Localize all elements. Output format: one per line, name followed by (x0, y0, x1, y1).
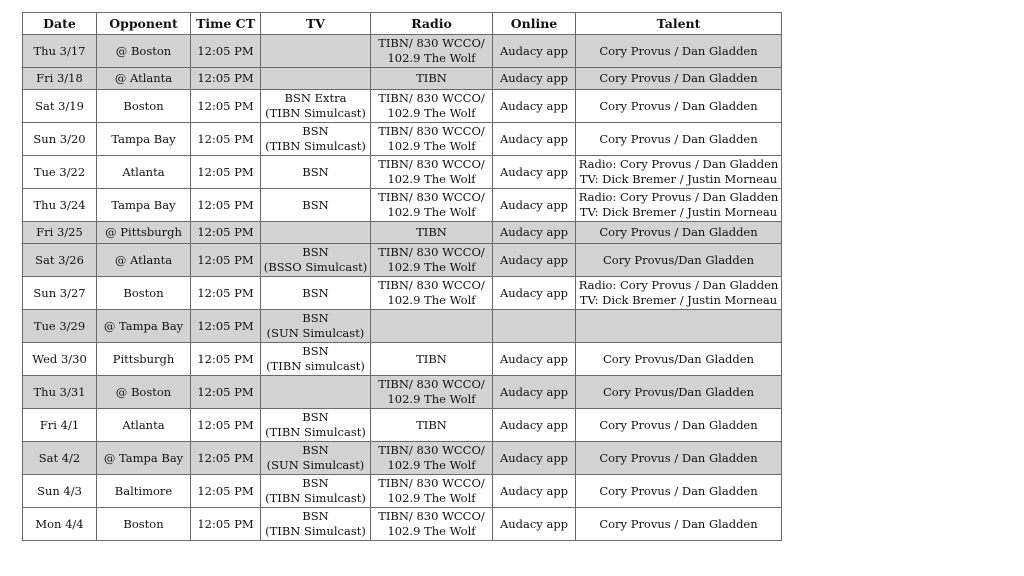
radio-cell-line: TIBN/ 830 WCCO/ (378, 91, 485, 105)
talent-cell (576, 68, 782, 90)
radio-cell-line: TIBN/ 830 WCCO/ (378, 443, 485, 457)
header-opponent: Opponent (97, 13, 191, 35)
opponent-cell: Baltimore (97, 475, 191, 508)
talent-cell (576, 222, 782, 244)
radio-cell-line: TIBN (416, 225, 447, 239)
tv-cell (261, 442, 371, 475)
tv-cell-line: BSN (302, 197, 329, 212)
table-row (23, 189, 782, 222)
radio-cell-line: TIBN/ 830 WCCO/ (378, 36, 485, 50)
opponent-cell: Atlanta (97, 409, 191, 442)
talent-cell (576, 277, 782, 310)
date-cell: Thu 3/17 (23, 35, 97, 68)
time-cell: 12:05 PM (191, 90, 261, 123)
date-cell: Tue 3/29 (23, 310, 97, 343)
talent-cell-line: Cory Provus/Dan Gladden (602, 384, 754, 399)
opponent-cell: Pittsburgh (97, 343, 191, 376)
time-cell: 12:05 PM (191, 376, 261, 409)
table-row (23, 475, 782, 508)
table-row (23, 68, 782, 90)
radio-cell-line: 102.9 The Wolf (387, 458, 476, 472)
tv-cell-line: (TIBN Simulcast) (265, 524, 366, 538)
time-cell: 12:05 PM (191, 310, 261, 343)
tv-cell-line: (TIBN Simulcast) (265, 491, 366, 505)
radio-cell (371, 222, 493, 244)
online-cell: Audacy app (493, 156, 576, 189)
radio-cell (371, 68, 493, 90)
talent-cell-line: TV: Dick Bremer / Justin Morneau (579, 205, 778, 219)
tv-cell-line: BSN (302, 509, 329, 523)
talent-cell (576, 343, 782, 376)
tv-cell (261, 409, 371, 442)
opponent-cell: Tampa Bay (97, 189, 191, 222)
date-cell: Sun 3/20 (23, 123, 97, 156)
time-cell: 12:05 PM (191, 244, 261, 277)
table-row (23, 376, 782, 409)
opponent-cell: Tampa Bay (97, 123, 191, 156)
header-talent: Talent (576, 13, 782, 35)
date-cell: Mon 4/4 (23, 508, 97, 541)
talent-cell-line: TV: Dick Bremer / Justin Morneau (579, 293, 778, 307)
tv-cell-line: BSN (302, 285, 329, 300)
table-row (23, 156, 782, 189)
radio-cell (371, 343, 493, 376)
table-row (23, 442, 782, 475)
tv-cell (261, 189, 371, 222)
tv-cell-line: BSN (302, 476, 329, 490)
table-row (23, 35, 782, 68)
radio-cell (371, 244, 493, 277)
talent-cell-line: Cory Provus / Dan Gladden (599, 225, 758, 239)
tv-cell (261, 90, 371, 123)
date-cell: Sat 3/26 (23, 244, 97, 277)
radio-cell-line: 102.9 The Wolf (387, 139, 476, 153)
opponent-cell: Boston (97, 277, 191, 310)
talent-cell (576, 409, 782, 442)
radio-cell-line: TIBN/ 830 WCCO/ (378, 157, 485, 171)
tv-cell-line: BSN (302, 245, 329, 259)
radio-cell-line: TIBN (416, 351, 447, 366)
radio-cell-line: 102.9 The Wolf (387, 524, 476, 538)
date-cell: Thu 3/31 (23, 376, 97, 409)
opponent-cell: Boston (97, 90, 191, 123)
time-cell: 12:05 PM (191, 189, 261, 222)
tv-cell-line: (SUN Simulcast) (266, 458, 365, 472)
radio-cell (371, 123, 493, 156)
talent-cell-line: Cory Provus/Dan Gladden (602, 252, 754, 267)
date-cell: Sun 3/27 (23, 277, 97, 310)
date-cell: Fri 3/25 (23, 222, 97, 244)
broadcast-schedule-table (22, 12, 782, 541)
table-row (23, 409, 782, 442)
opponent-cell: @ Boston (97, 376, 191, 409)
header-online: Online (493, 13, 576, 35)
table-row (23, 90, 782, 123)
tv-cell (261, 376, 371, 409)
tv-cell-line: (BSSO Simulcast) (263, 260, 368, 274)
radio-cell-line: 102.9 The Wolf (387, 260, 476, 274)
talent-cell-line: Radio: Cory Provus / Dan Gladden (578, 278, 779, 292)
table-row (23, 222, 782, 244)
time-cell: 12:05 PM (191, 156, 261, 189)
tv-cell-line: (TIBN Simulcast) (265, 425, 366, 439)
header-tv: TV (261, 13, 371, 35)
online-cell: Audacy app (493, 123, 576, 156)
date-cell: Sat 4/2 (23, 442, 97, 475)
tv-cell (261, 310, 371, 343)
date-cell: Fri 3/18 (23, 68, 97, 90)
talent-cell (576, 475, 782, 508)
tv-cell (261, 508, 371, 541)
radio-cell-line: TIBN/ 830 WCCO/ (378, 245, 485, 259)
online-cell: Audacy app (493, 442, 576, 475)
radio-cell-line: 102.9 The Wolf (387, 491, 476, 505)
tv-cell (261, 35, 371, 68)
talent-cell (576, 35, 782, 68)
radio-cell (371, 35, 493, 68)
radio-cell (371, 376, 493, 409)
tv-cell (261, 343, 371, 376)
online-cell: Audacy app (493, 376, 576, 409)
talent-cell (576, 244, 782, 277)
date-cell: Thu 3/24 (23, 189, 97, 222)
radio-cell (371, 277, 493, 310)
tv-cell (261, 68, 371, 90)
talent-cell (576, 189, 782, 222)
tv-cell-line: (TIBN Simulcast) (265, 139, 366, 153)
tv-cell (261, 222, 371, 244)
opponent-cell: @ Atlanta (97, 244, 191, 277)
online-cell: Audacy app (493, 90, 576, 123)
tv-cell-line: (TIBN Simulcast) (265, 106, 366, 120)
talent-cell (576, 376, 782, 409)
date-cell: Sat 3/19 (23, 90, 97, 123)
talent-cell (576, 90, 782, 123)
talent-cell-line: Cory Provus / Dan Gladden (599, 71, 758, 85)
online-cell (493, 310, 576, 343)
tv-cell-line: BSN Extra (284, 91, 347, 105)
radio-cell (371, 442, 493, 475)
online-cell: Audacy app (493, 189, 576, 222)
radio-cell (371, 409, 493, 442)
tv-cell-line: BSN (302, 410, 329, 424)
opponent-cell: @ Pittsburgh (97, 222, 191, 244)
opponent-cell: @ Tampa Bay (97, 310, 191, 343)
time-cell: 12:05 PM (191, 123, 261, 156)
date-cell: Wed 3/30 (23, 343, 97, 376)
radio-cell-line: 102.9 The Wolf (387, 172, 476, 186)
radio-cell-line: 102.9 The Wolf (387, 205, 476, 219)
talent-cell-line: Radio: Cory Provus / Dan Gladden (578, 190, 779, 204)
radio-cell (371, 156, 493, 189)
talent-cell (576, 442, 782, 475)
talent-cell-line: TV: Dick Bremer / Justin Morneau (579, 172, 778, 186)
radio-cell-line: TIBN/ 830 WCCO/ (378, 476, 485, 490)
table-row (23, 277, 782, 310)
radio-cell-line: TIBN/ 830 WCCO/ (378, 278, 485, 292)
radio-cell (371, 475, 493, 508)
opponent-cell: Boston (97, 508, 191, 541)
talent-cell-line: Radio: Cory Provus / Dan Gladden (578, 157, 779, 171)
tv-cell-line: BSN (302, 344, 329, 358)
radio-cell-line: TIBN/ 830 WCCO/ (378, 509, 485, 523)
tv-cell (261, 277, 371, 310)
opponent-cell: @ Tampa Bay (97, 442, 191, 475)
radio-cell-line: TIBN/ 830 WCCO/ (378, 124, 485, 138)
time-cell: 12:05 PM (191, 475, 261, 508)
online-cell: Audacy app (493, 35, 576, 68)
time-cell: 12:05 PM (191, 343, 261, 376)
talent-cell-line: Cory Provus/Dan Gladden (602, 351, 754, 366)
radio-cell (371, 189, 493, 222)
online-cell: Audacy app (493, 244, 576, 277)
talent-cell (576, 156, 782, 189)
header-time: Time CT (191, 13, 261, 35)
online-cell: Audacy app (493, 475, 576, 508)
tv-cell-line: BSN (302, 443, 329, 457)
tv-cell (261, 156, 371, 189)
radio-cell (371, 90, 493, 123)
time-cell: 12:05 PM (191, 409, 261, 442)
talent-cell-line: Cory Provus / Dan Gladden (599, 483, 758, 498)
talent-cell-line: Cory Provus / Dan Gladden (599, 98, 758, 113)
opponent-cell: Atlanta (97, 156, 191, 189)
radio-cell-line: 102.9 The Wolf (387, 51, 476, 65)
radio-cell-line: 102.9 The Wolf (387, 106, 476, 120)
tv-cell (261, 123, 371, 156)
talent-cell-line: Cory Provus / Dan Gladden (599, 516, 758, 531)
talent-cell (576, 310, 782, 343)
talent-cell-line: Cory Provus / Dan Gladden (599, 417, 758, 432)
header-row (23, 13, 782, 35)
table-row (23, 508, 782, 541)
header-date: Date (23, 13, 97, 35)
date-cell: Fri 4/1 (23, 409, 97, 442)
tv-cell-line: (TIBN simulcast) (266, 359, 365, 373)
talent-cell (576, 123, 782, 156)
table-row (23, 310, 782, 343)
time-cell: 12:05 PM (191, 68, 261, 90)
online-cell: Audacy app (493, 68, 576, 90)
radio-cell (371, 310, 493, 343)
tv-cell-line: (SUN Simulcast) (266, 326, 365, 340)
online-cell: Audacy app (493, 222, 576, 244)
radio-cell-line: TIBN (416, 71, 447, 85)
date-cell: Sun 4/3 (23, 475, 97, 508)
table-row (23, 343, 782, 376)
tv-cell-line: BSN (302, 164, 329, 179)
talent-cell-line: Cory Provus / Dan Gladden (599, 131, 758, 146)
opponent-cell: @ Boston (97, 35, 191, 68)
tv-cell-line: BSN (302, 124, 329, 138)
radio-cell-line: TIBN/ 830 WCCO/ (378, 377, 485, 391)
online-cell: Audacy app (493, 409, 576, 442)
talent-cell-line: Cory Provus / Dan Gladden (599, 43, 758, 58)
tv-cell (261, 244, 371, 277)
tv-cell-line: BSN (302, 311, 329, 325)
online-cell: Audacy app (493, 277, 576, 310)
talent-cell-line: Cory Provus / Dan Gladden (599, 450, 758, 465)
tv-cell (261, 475, 371, 508)
date-cell: Tue 3/22 (23, 156, 97, 189)
radio-cell-line: TIBN/ 830 WCCO/ (378, 190, 485, 204)
time-cell: 12:05 PM (191, 277, 261, 310)
time-cell: 12:05 PM (191, 508, 261, 541)
online-cell: Audacy app (493, 508, 576, 541)
talent-cell (576, 508, 782, 541)
online-cell: Audacy app (493, 343, 576, 376)
radio-cell-line: 102.9 The Wolf (387, 392, 476, 406)
opponent-cell: @ Atlanta (97, 68, 191, 90)
radio-cell (371, 508, 493, 541)
table-row (23, 123, 782, 156)
time-cell: 12:05 PM (191, 442, 261, 475)
header-radio: Radio (371, 13, 493, 35)
table-row (23, 244, 782, 277)
time-cell: 12:05 PM (191, 222, 261, 244)
radio-cell-line: TIBN (416, 417, 447, 432)
radio-cell-line: 102.9 The Wolf (387, 293, 476, 307)
time-cell: 12:05 PM (191, 35, 261, 68)
